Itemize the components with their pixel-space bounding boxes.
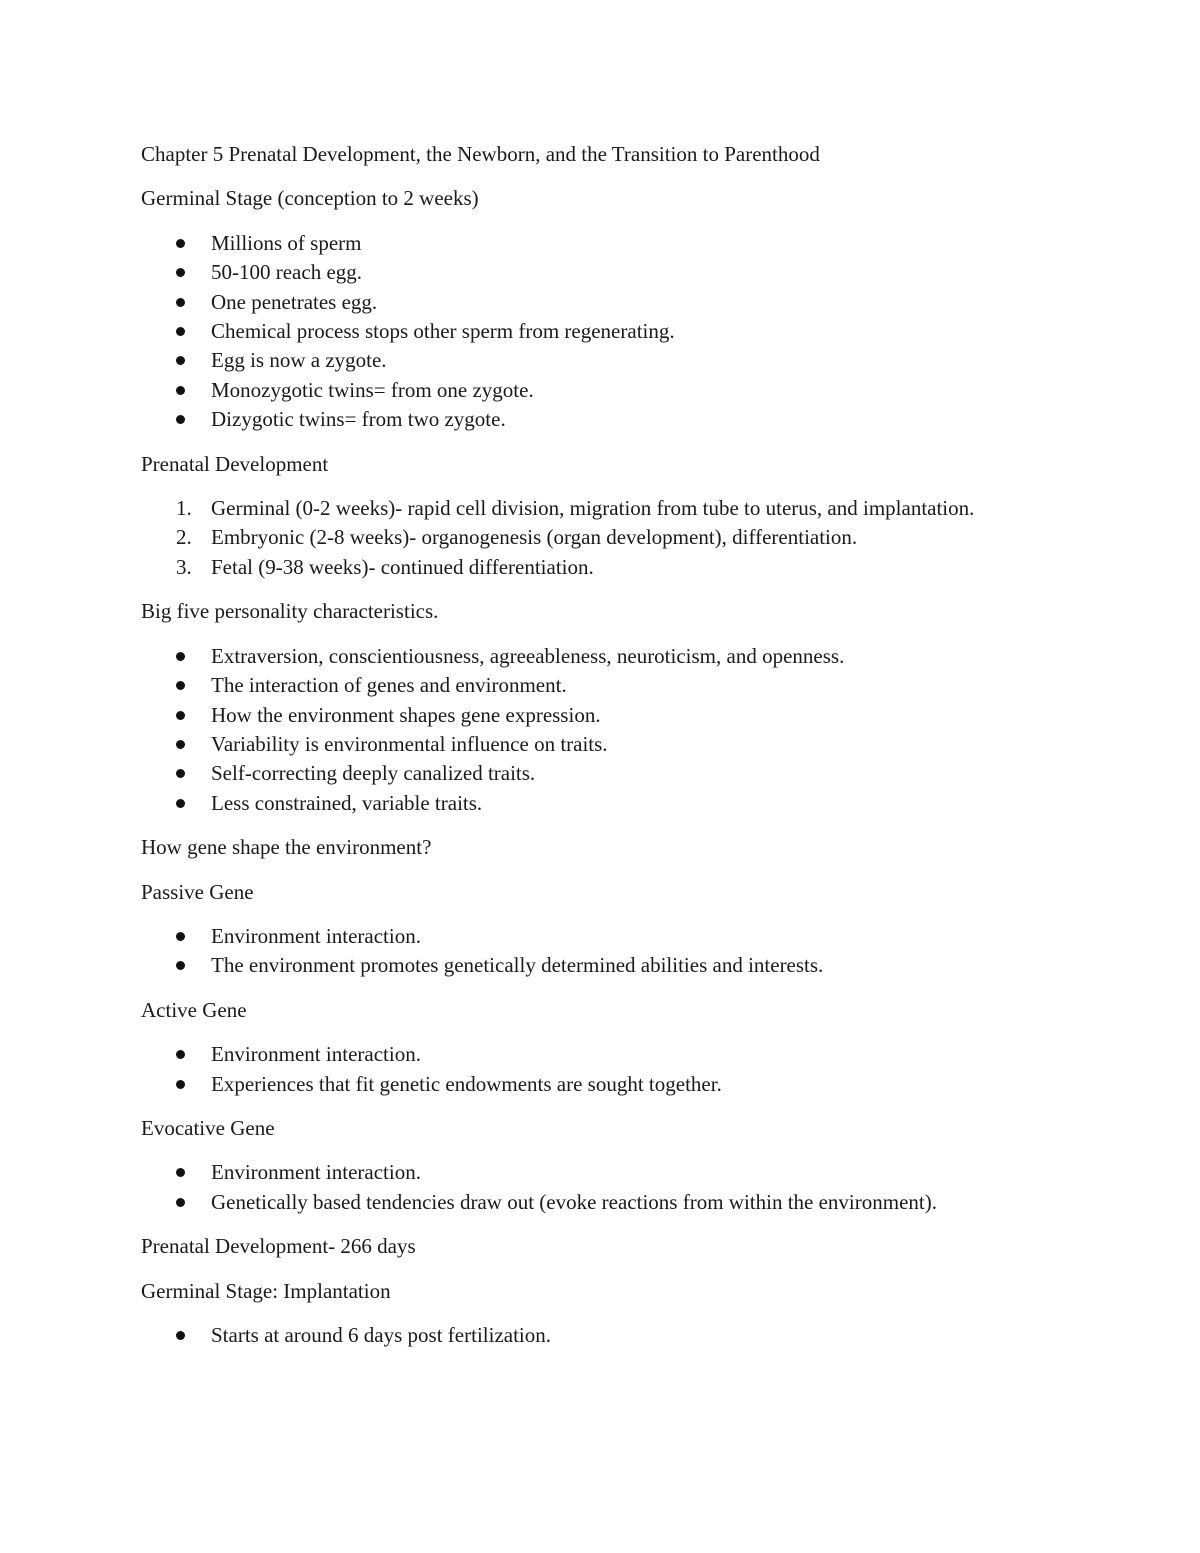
list-item: Monozygotic twins= from one zygote.	[141, 376, 1061, 405]
passive-gene-list	[141, 922, 1061, 981]
list-item: The environment promotes genetically determined abilities and interests.	[141, 951, 1061, 980]
implantation-heading: Germinal Stage: Implantation	[141, 1278, 391, 1303]
list-item: Millions of sperm	[141, 229, 1061, 258]
evocative-gene-list	[141, 1158, 1061, 1217]
list-item: Dizygotic twins= from two zygote.	[141, 405, 1061, 434]
big-five-list	[141, 642, 1061, 818]
list-item: Extraversion, conscientiousness, agreeableness, neuroticism, and openness.	[141, 642, 1061, 671]
numbered-item	[141, 553, 1061, 582]
list-item: Chemical process stops other sperm from regenerating.	[141, 317, 1061, 346]
prenatal-development-list	[141, 494, 1061, 582]
list-item: One penetrates egg.	[141, 288, 1061, 317]
list-item: Environment interaction.	[141, 922, 1061, 951]
item-number: 1.	[176, 496, 192, 521]
evocative-gene-heading: Evocative Gene	[141, 1115, 275, 1140]
list-item: Less constrained, variable traits.	[141, 789, 1061, 818]
big-five-heading: Big five personality characteristics.	[141, 599, 439, 624]
list-item: Egg is now a zygote.	[141, 346, 1061, 375]
item-number: 2.	[176, 525, 192, 550]
list-item: Self-correcting deeply canalized traits.	[141, 759, 1061, 788]
list-item: The interaction of genes and environment.	[141, 671, 1061, 700]
implantation-list	[141, 1321, 1061, 1350]
item-number: 3.	[176, 554, 192, 579]
list-item: Starts at around 6 days post fertilization.	[141, 1321, 1061, 1350]
prenatal-days-heading: Prenatal Development- 266 days	[141, 1234, 416, 1259]
gene-shape-question: How gene shape the environment?	[141, 835, 432, 860]
germinal-stage-heading: Germinal Stage (conception to 2 weeks)	[141, 186, 479, 211]
active-gene-list	[141, 1040, 1061, 1099]
item-text: Fetal (9-38 weeks)- continued differentiation.	[211, 554, 594, 579]
numbered-item	[141, 494, 1061, 523]
active-gene-heading: Active Gene	[141, 997, 247, 1022]
list-item: 50-100 reach egg.	[141, 258, 1061, 287]
document-title: Chapter 5 Prenatal Development, the Newborn, and the Transition to Parenthood	[141, 142, 820, 166]
list-item: Experiences that fit genetic endowments are sought together.	[141, 1070, 1061, 1099]
list-item: Environment interaction.	[141, 1158, 1061, 1187]
item-text: Germinal (0-2 weeks)- rapid cell division, migration from tube to uterus, and implantation.	[211, 496, 975, 521]
item-text: Embryonic (2-8 weeks)- organogenesis (organ development), differentiation.	[211, 525, 858, 550]
germinal-stage-list	[141, 229, 1061, 435]
prenatal-development-heading: Prenatal Development	[141, 451, 329, 476]
passive-gene-heading: Passive Gene	[141, 879, 254, 904]
list-item: Variability is environmental influence on traits.	[141, 730, 1061, 759]
numbered-item	[141, 523, 1061, 552]
list-item: Environment interaction.	[141, 1040, 1061, 1069]
document-body	[141, 140, 1061, 1365]
list-item: How the environment shapes gene expression.	[141, 701, 1061, 730]
list-item: Genetically based tendencies draw out (evoke reactions from within the environment).	[141, 1188, 1061, 1217]
